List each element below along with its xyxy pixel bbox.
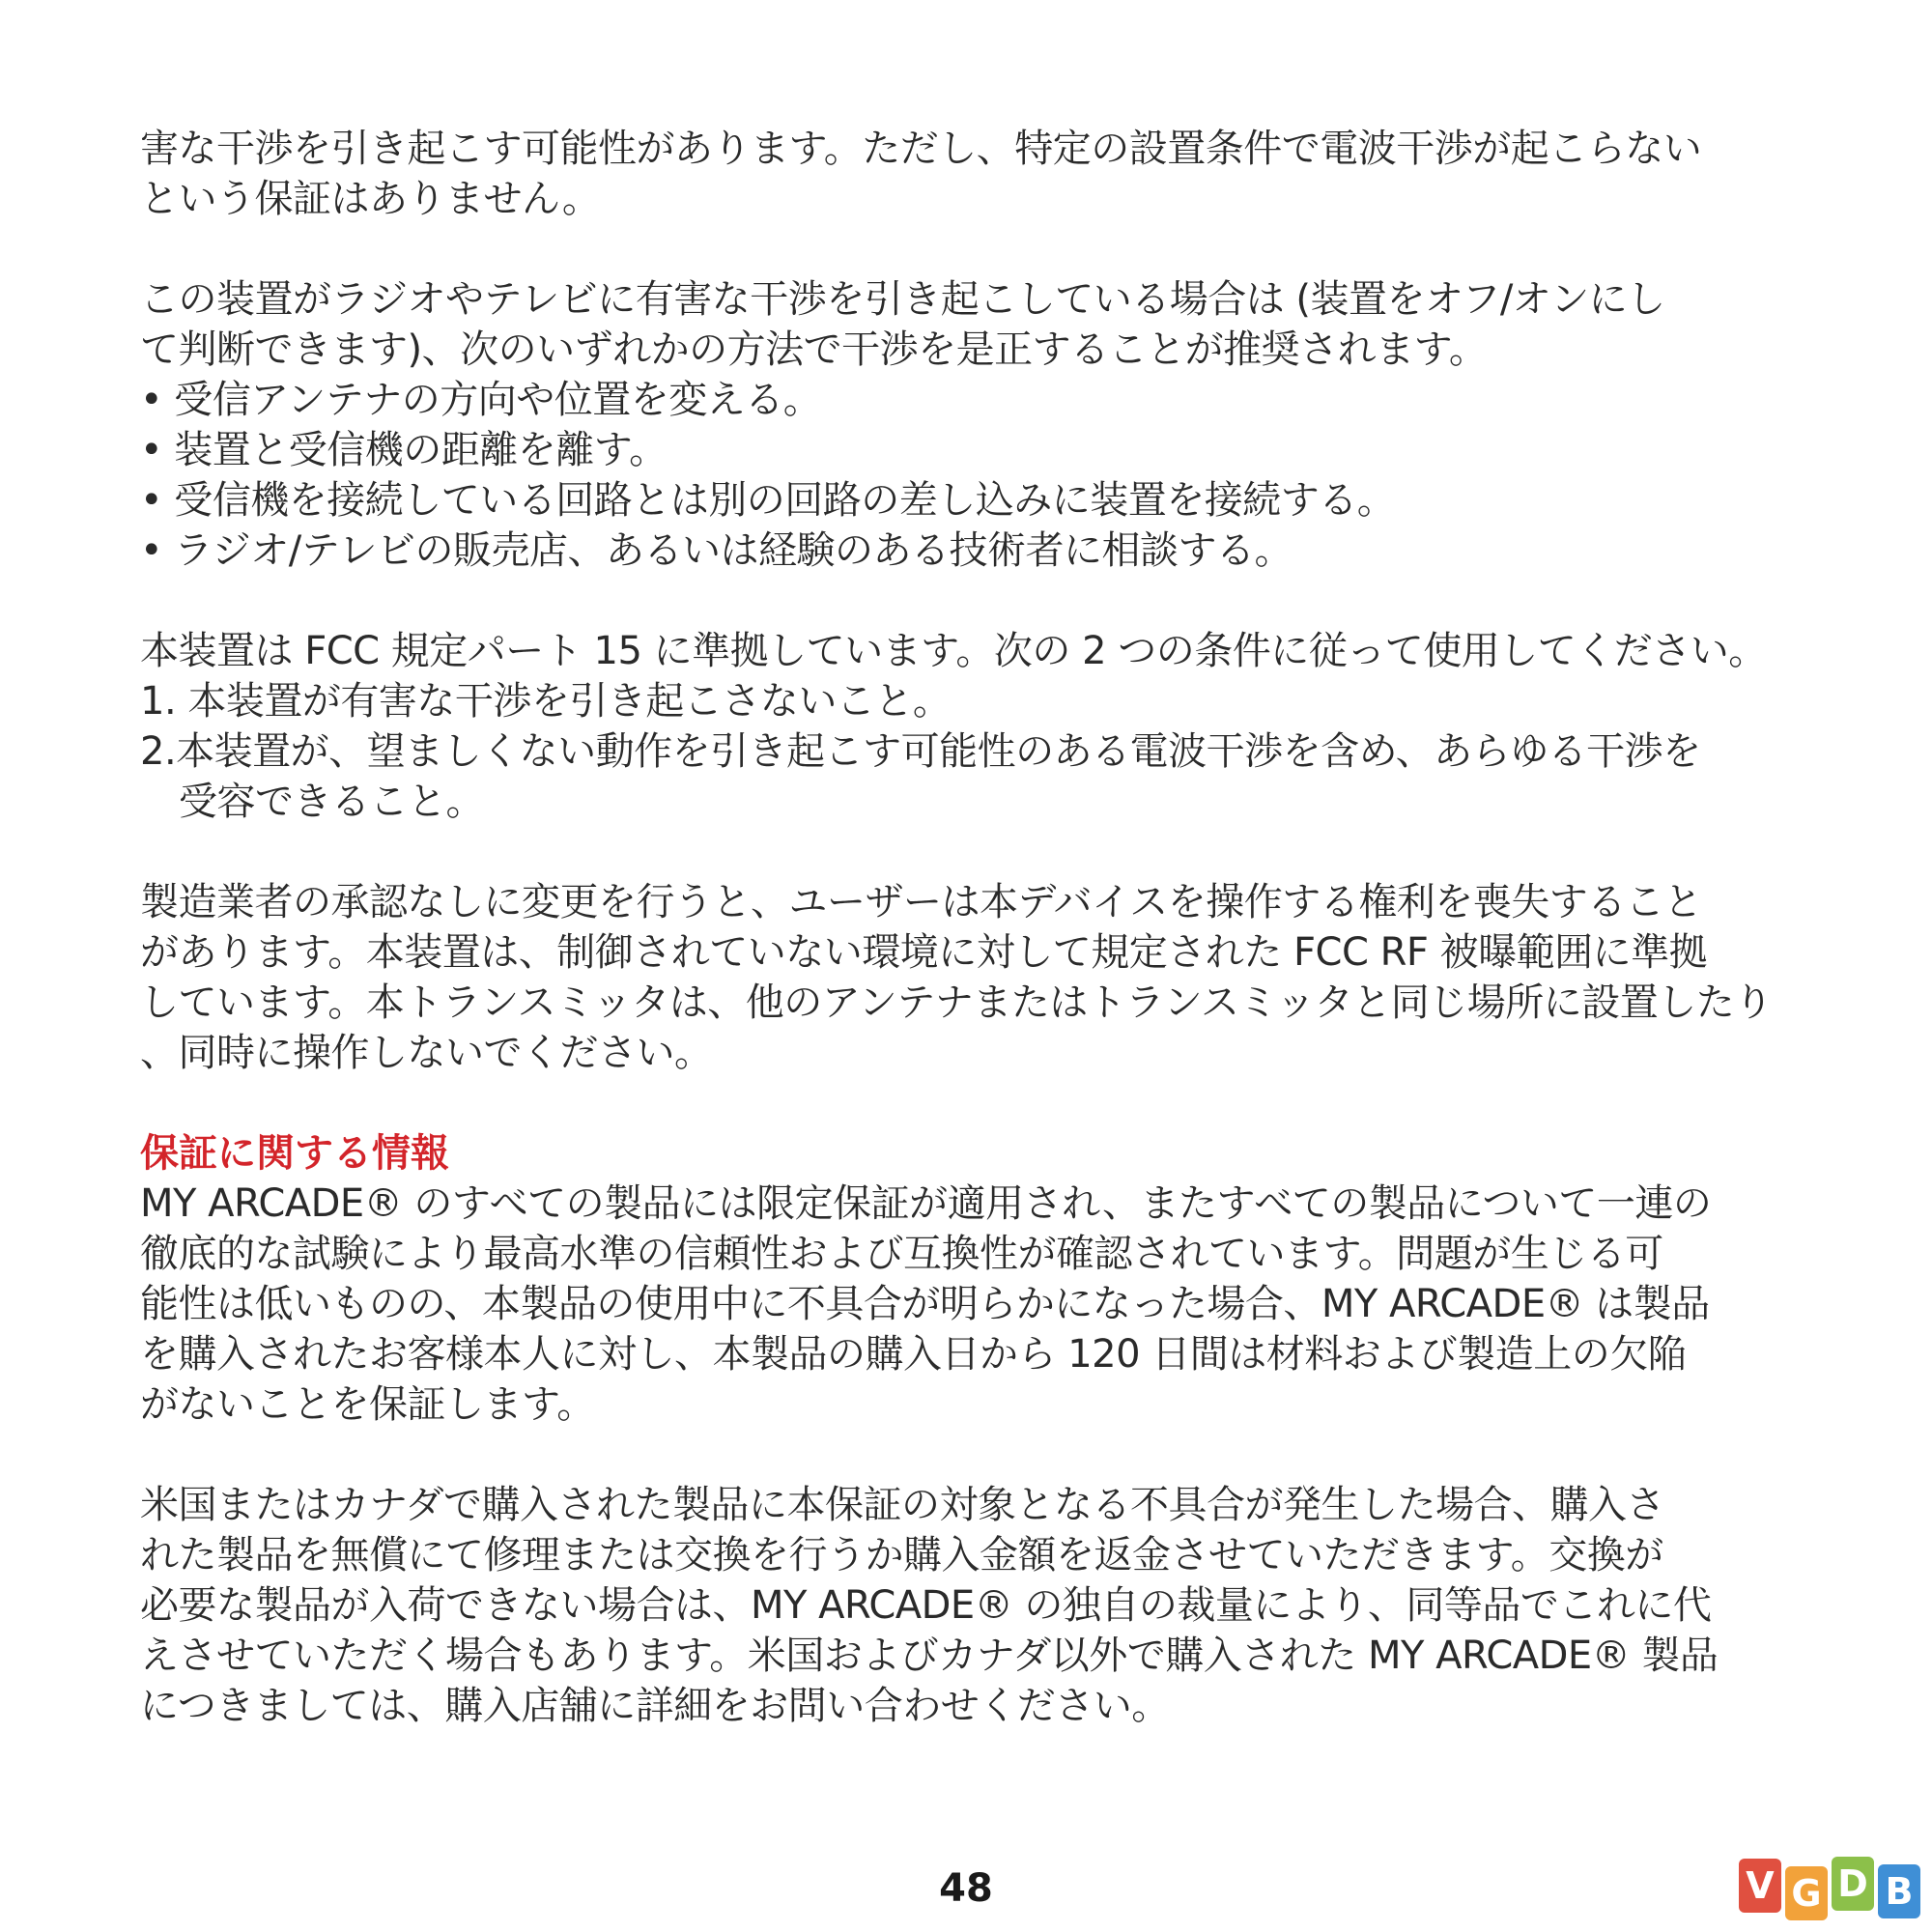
paragraph-remedies <box>140 274 1802 576</box>
vgdb-tile-d <box>1832 1857 1874 1911</box>
text-line: 本装置は FCC 規定パート 15 に準拠しています。次の 2 つの条件に従って使用してください。 <box>140 629 1767 673</box>
vgdb-tile-v <box>1739 1859 1781 1913</box>
text-line: を購入されたお客様本人に対し、本製品の購入日から 120 日間は材料および製造上の欠陥 <box>140 1332 1687 1377</box>
bullet-item: • ラジオ/テレビの販売店、あるいは経験のある技術者に相談する。 <box>140 528 1293 573</box>
text-line: 製造業者の承認なしに変更を行うと、ユーザーは本デバイスを操作する権利を喪失すること <box>140 880 1702 924</box>
vgdb-tile-b <box>1878 1864 1920 1918</box>
document-body <box>140 124 1802 1781</box>
text-line: れた製品を無償にて修理または交換を行うか購入金額を返金させていただきます。交換が <box>140 1533 1663 1577</box>
numbered-item-continuation: 受容できること。 <box>179 780 484 824</box>
numbered-item: 2.本装置が、望ましくない動作を引き起こす可能性のある電波干渉を含め、あらゆる干渉を <box>140 729 1701 774</box>
tile-v-letter: V <box>1746 1864 1775 1907</box>
paragraph-modification-warning <box>140 877 1802 1078</box>
section-warranty <box>140 1128 1802 1430</box>
text-line: につきましては、購入店舗に詳細をお問い合わせください。 <box>140 1684 1170 1728</box>
paragraph-interference-warning <box>140 124 1802 224</box>
paragraph-fcc-conditions <box>140 626 1802 827</box>
vgdb-watermark-logo <box>1737 1853 1930 1924</box>
text-line: 米国またはカナダで購入された製品に本保証の対象となる不具合が発生した場合、購入さ <box>140 1483 1664 1527</box>
text-line: えさせていただく場合もあります。米国およびカナダ以外で購入された MY ARCADE® 製品 <box>140 1634 1719 1678</box>
text-line: 能性は低いものの、本製品の使用中に不具合が明らかになった場合、MY ARCADE® は製品 <box>140 1282 1710 1326</box>
tile-b-letter: B <box>1885 1870 1914 1913</box>
paragraph-warranty-coverage <box>140 1480 1802 1731</box>
text-line: 害な干渉を引き起こす可能性があります。ただし、特定の設置条件で電波干渉が起こらない <box>140 127 1702 171</box>
tile-d-letter: D <box>1837 1862 1868 1905</box>
text-line: MY ARCADE® のすべての製品には限定保証が適用され、またすべての製品について一連の <box>140 1181 1712 1226</box>
text-line: という保証はありません。 <box>140 177 601 221</box>
text-line: しています。本トランスミッタは、他のアンテナまたはトランスミッタと同じ場所に設置したり <box>140 980 1773 1025</box>
text-line: 必要な製品が入荷できない場合は、MY ARCADE® の独自の裁量により、同等品でこれに代 <box>140 1583 1712 1628</box>
tile-g-letter: G <box>1791 1872 1822 1915</box>
vgdb-tile-g <box>1785 1866 1828 1920</box>
text-line: 徹底的な試験により最高水準の信頼性および互換性が確認されています。問題が生じる可 <box>140 1232 1663 1276</box>
section-heading: 保証に関する情報 <box>140 1131 449 1176</box>
numbered-item: 1. 本装置が有害な干渉を引き起こさないこと。 <box>140 679 952 724</box>
text-line: て判断できます)、次のいずれかの方法で干渉を是正することが推奨されます。 <box>140 327 1488 372</box>
text-line: があります。本装置は、制御されていない環境に対して規定された FCC RF 被曝範囲に準拠 <box>140 930 1708 975</box>
bullet-item: • 装置と受信機の距離を離す。 <box>140 428 668 472</box>
bullet-item: • 受信アンテナの方向や位置を変える。 <box>140 378 822 422</box>
text-line: 、同時に操作しないでください。 <box>140 1031 713 1075</box>
text-line: がないことを保証します。 <box>140 1382 595 1427</box>
bullet-item: • 受信機を接続している回路とは別の回路の差し込みに装置を接続する。 <box>140 478 1396 523</box>
page-number: 48 <box>939 1866 993 1911</box>
text-line: この装置がラジオやテレビに有害な干渉を引き起こしている場合は (装置をオフ/オンにし <box>140 277 1665 322</box>
